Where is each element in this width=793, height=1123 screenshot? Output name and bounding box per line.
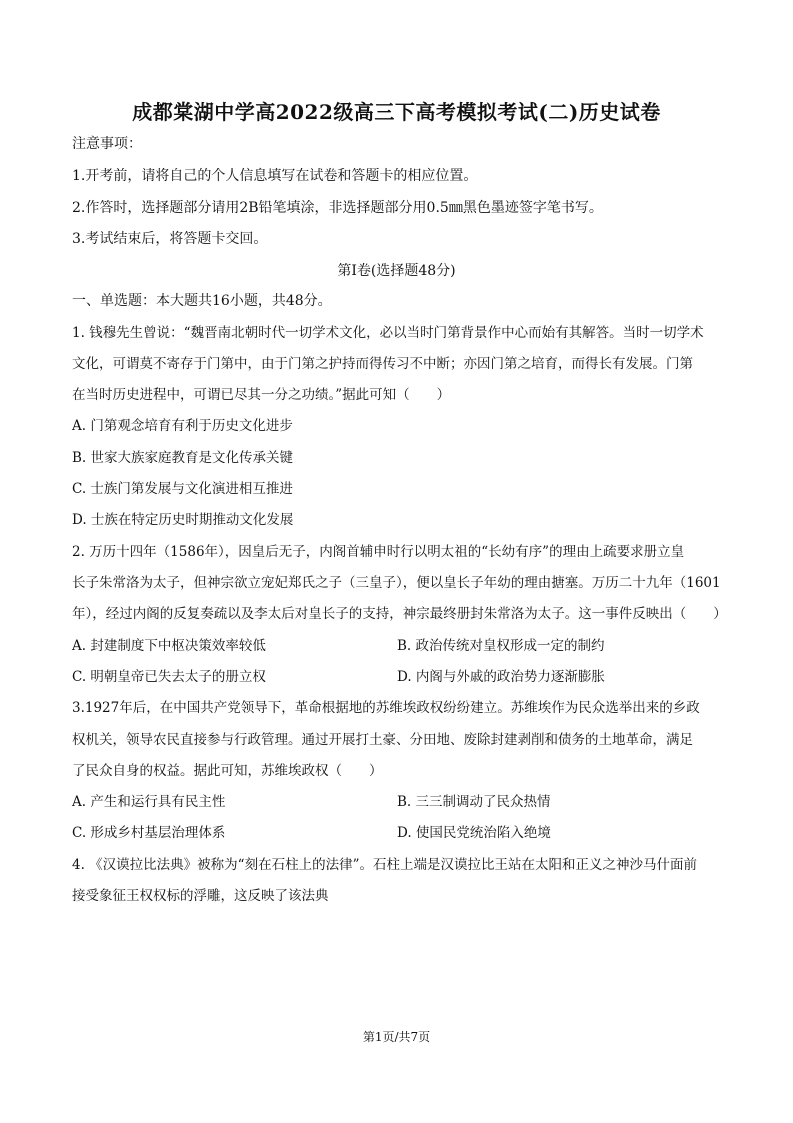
question-1-option-b: B. 世家大族家庭教育是文化传承关键	[72, 450, 294, 466]
question-4-stem-line: 4. 《汉谟拉比法典》被称为“刻在石柱上的法律”。石柱上端是汉谟拉比王站在太阳和正义之神沙马什面前	[72, 857, 697, 873]
exam-title: 成都棠湖中学高2022级高三下高考模拟考试(二)历史试卷	[132, 100, 661, 124]
part-title: 一、单选题：本大题共16小题，共48分。	[72, 293, 332, 309]
section-title: 第Ⅰ卷(选择题48分)	[337, 263, 456, 279]
question-3-option-b: B. 三三制调动了民众热情	[397, 794, 551, 810]
question-1-option-c: C. 士族门第发展与文化演进相互推进	[72, 481, 293, 497]
question-2-option-a: A. 封建制度下中枢决策效率较低	[72, 638, 266, 654]
question-2-option-d: D. 内阁与外戚的政治势力逐渐膨胀	[397, 669, 605, 685]
question-3-option-d: D. 使国民党统治陷入绝境	[397, 825, 551, 841]
question-4-stem-line: 接受象征王权权标的浮雕，这反映了该法典	[72, 888, 329, 904]
question-1-option-a: A. 门第观念培育有利于历史文化进步	[72, 418, 293, 434]
question-2-stem-line: 年），经过内阁的反复奏疏以及李太后对皇长子的支持，神宗最终册封朱常洛为太子。这一事件反映出（ ）	[72, 606, 727, 622]
question-3-option-a: A. 产生和运行具有民主性	[72, 794, 226, 810]
question-2-stem-line: 2. 万历十四年（1586年），因皇后无子，内阁首辅申时行以明太祖的“长幼有序”的理由上疏要求册立皇	[72, 544, 685, 560]
question-2-stem-line: 长子朱常洛为太子，但神宗欲立宠妃郑氏之子（三皇子），便以皇长子年幼的理由搪塞。万历二十九年（1601	[72, 575, 721, 591]
question-2-option-c: C. 明朝皇帝已失去太子的册立权	[72, 669, 266, 685]
notice-heading: 注意事项：	[72, 136, 142, 152]
page-number: 第1页/共7页	[362, 1030, 431, 1044]
question-3-stem-line: 权机关，领导农民直接参与行政管理。通过开展打土豪、分田地、废除封建剥削和债务的土地革命，满足	[72, 732, 693, 748]
notice-item: 1.开考前，请将自己的个人信息填写在试卷和答题卡的相应位置。	[72, 168, 478, 184]
question-2-option-b: B. 政治传统对皇权形成一定的制约	[397, 638, 605, 654]
question-3-option-c: C. 形成乡村基层治理体系	[72, 825, 226, 841]
question-1-option-d: D. 士族在特定历史时期推动文化发展	[72, 512, 294, 528]
question-1-stem-line: 在当时历史进程中，可谓已尽其一分之功绩。”据此可知（ ）	[72, 387, 451, 403]
notice-item: 3.考试结束后，将答题卡交回。	[72, 231, 268, 247]
notice-item: 2.作答时，选择题部分请用2B铅笔填涂，非选择题部分用0.5㎜黑色墨迹签字笔书写。	[72, 200, 603, 216]
question-3-stem-line: 3.1927年后，在中国共产党领导下，革命根据地的苏维埃政权纷纷建立。苏维埃作为民众选举出来的乡政	[72, 700, 700, 716]
question-1-stem-line: 文化，可谓莫不寄存于门第中，由于门第之护持而得传习不中断；亦因门第之培育，而得长有发展。门第	[72, 356, 693, 372]
question-3-stem-line: 了民众自身的权益。据此可知，苏维埃政权（ ）	[72, 763, 383, 779]
question-1-stem-line: 1. 钱穆先生曾说：“魏晋南北朝时代一切学术文化，必以当时门第背景作中心而始有其解答。当时一切学术	[72, 325, 704, 341]
